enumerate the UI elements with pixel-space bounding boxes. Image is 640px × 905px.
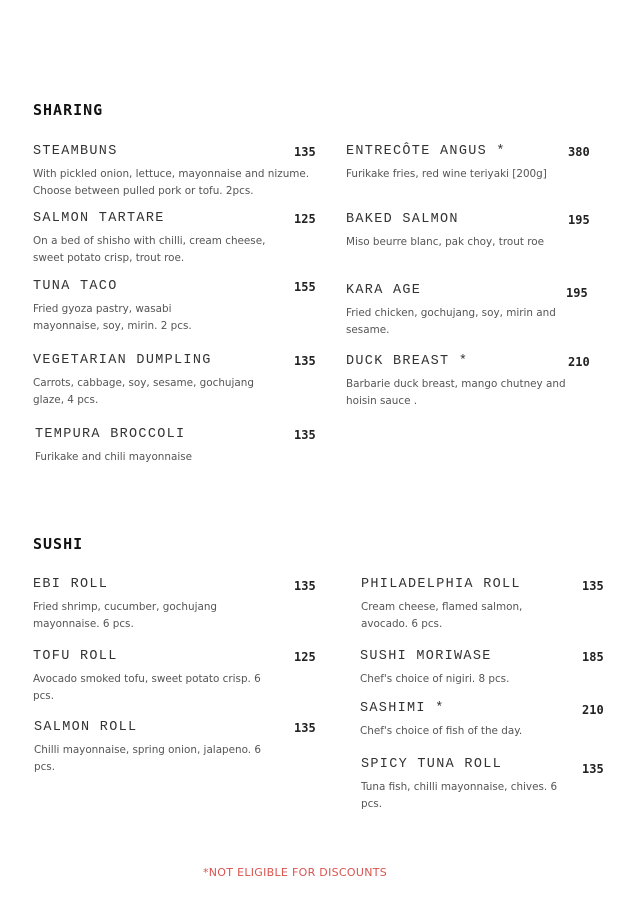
- item-name: SUSHI MORIWASE: [360, 649, 492, 664]
- item-price: 135: [294, 428, 316, 442]
- item-name: KARA AGE: [346, 283, 422, 298]
- item-price: 195: [566, 286, 588, 300]
- item-name: STEAMBUNS: [33, 144, 118, 159]
- item-description: Fried chicken, gochujang, soy, mirin and sesame.: [346, 307, 556, 336]
- item-price: 210: [582, 703, 604, 717]
- item-description: Fried shrimp, cucumber, gochujang mayonnaise. 6 pcs.: [33, 601, 218, 630]
- item-price: 135: [294, 145, 316, 159]
- item-price: 195: [568, 213, 590, 227]
- menu-item-spicy-tuna-roll: [361, 757, 561, 813]
- item-description: On a bed of shisho with chilli, cream cheese, sweet potato crisp, trout roe.: [33, 235, 266, 264]
- item-description: Tuna fish, chilli mayonnaise, chives. 6 pcs.: [361, 781, 558, 810]
- menu-item-salmon-roll: [34, 720, 274, 776]
- menu-item-vegetarian-dumpling: [33, 353, 283, 409]
- menu-item-philadelphia-roll: [361, 577, 541, 633]
- item-price: 380: [568, 145, 590, 159]
- item-price: 135: [294, 721, 316, 735]
- item-name: ENTRECÔTE ANGUS *: [346, 144, 506, 159]
- section-title-sushi: SUSHI: [33, 535, 84, 553]
- item-name: SPICY TUNA ROLL: [361, 757, 503, 772]
- item-name: TUNA TACO: [33, 279, 118, 294]
- item-price: 135: [294, 354, 316, 368]
- item-description: Cream cheese, flamed salmon, avocado. 6 pcs.: [361, 601, 523, 630]
- item-name: BAKED SALMON: [346, 212, 459, 227]
- item-description: Miso beurre blanc, pak choy, trout roe: [346, 236, 545, 248]
- item-description: With pickled onion, lettuce, mayonnaise and nizume. Choose between pulled pork or tofu. 2pcs.: [33, 168, 310, 197]
- menu-item-steambuns: [33, 144, 323, 200]
- item-description: Furikake fries, red wine teriyaki [200g]: [346, 168, 547, 180]
- item-price: 125: [294, 212, 316, 226]
- item-price: 135: [294, 579, 316, 593]
- item-name: TOFU ROLL: [33, 649, 118, 664]
- item-description: Chef's choice of fish of the day.: [360, 725, 523, 737]
- item-description: Chilli mayonnaise, spring onion, jalapeno. 6 pcs.: [34, 744, 262, 773]
- item-price: 210: [568, 355, 590, 369]
- item-name: PHILADELPHIA ROLL: [361, 577, 521, 592]
- item-description: Barbarie duck breast, mango chutney and hoisin sauce .: [346, 378, 566, 407]
- item-name: EBI ROLL: [33, 577, 109, 592]
- item-description: Avocado smoked tofu, sweet potato crisp. 6 pcs.: [33, 673, 261, 702]
- item-description: Carrots, cabbage, soy, sesame, gochujang glaze, 4 pcs.: [33, 377, 254, 406]
- item-name: TEMPURA BROCCOLI: [35, 427, 186, 442]
- item-name: DUCK BREAST *: [346, 354, 469, 369]
- item-name: VEGETARIAN DUMPLING: [33, 353, 212, 368]
- menu-item-tuna-taco: [33, 279, 223, 335]
- item-name: SASHIMI *: [360, 701, 445, 716]
- item-name: SALMON TARTARE: [33, 211, 165, 226]
- menu-item-baked-salmon: [346, 212, 566, 251]
- item-price: 125: [294, 650, 316, 664]
- discount-note: *NOT ELIGIBLE FOR DISCOUNTS: [202, 866, 388, 879]
- menu-item-entrec-te-angus: [346, 144, 566, 183]
- item-price: 135: [582, 762, 604, 776]
- item-name: SALMON ROLL: [34, 720, 138, 735]
- item-description: Fried gyoza pastry, wasabi mayonnaise, soy, mirin. 2 pcs.: [33, 303, 192, 332]
- item-price: 185: [582, 650, 604, 664]
- item-description: Chef's choice of nigiri. 8 pcs.: [360, 673, 510, 685]
- section-title-sharing: SHARING: [33, 101, 104, 119]
- menu-item-ebi-roll: [33, 577, 253, 633]
- menu-item-tempura-broccoli: [35, 427, 295, 466]
- menu-item-sushi-moriwase: [360, 649, 560, 688]
- menu-item-kara-age: [346, 283, 556, 339]
- menu-item-sashimi: [360, 701, 560, 740]
- item-price: 135: [582, 579, 604, 593]
- item-description: Furikake and chili mayonnaise: [35, 451, 193, 463]
- menu-item-tofu-roll: [33, 649, 273, 705]
- item-price: 155: [294, 280, 316, 294]
- menu-item-duck-breast: [346, 354, 586, 410]
- menu-item-salmon-tartare: [33, 211, 293, 267]
